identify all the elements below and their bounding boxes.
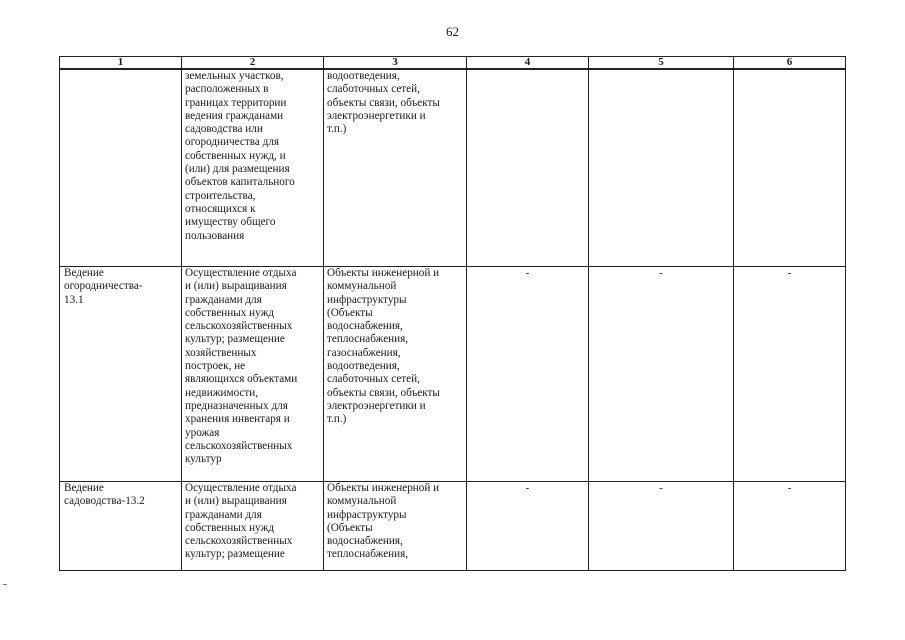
- column-6-cell: -: [734, 267, 846, 482]
- permitted-objects-cell: Объекты инженерной и коммунальной инфраструктуры (Объекты водоснабжения, теплоснабжения,: [324, 482, 467, 571]
- column-header-4: 4: [467, 57, 589, 70]
- page-number: 62: [446, 24, 459, 39]
- permitted-objects-cell: водоотведения, слаботочных сетей, объекты связи, объекты электроэнергетики и т.п.): [324, 69, 467, 267]
- column-4-cell: [467, 69, 589, 267]
- use-type-cell: Ведение огородничества- 13.1: [60, 267, 182, 482]
- column-5-cell: -: [589, 482, 734, 571]
- use-description-cell: Осуществление отдыха и (или) выращивания гражданами для собственных нужд сельскохозяйственных культур; размещение хозяйственных построек, не являющихся объектами недвижимости, предназначенных для хранения инвентаря и урожая сельскохозяйственных культур: [182, 267, 324, 482]
- table-header-row: [60, 57, 846, 70]
- column-header-3: 3: [324, 57, 467, 70]
- table-row: [60, 267, 846, 482]
- use-description-cell: Осуществление отдыха и (или) выращивания гражданами для собственных нужд сельскохозяйственных культур; размещение: [182, 482, 324, 571]
- use-type-cell: Ведение садоводства-13.2: [60, 482, 182, 571]
- use-description-cell: земельных участков, расположенных в границах территории ведения гражданами садоводства или огородничества для собственных нужд, и (или) для размещения объектов капитального строительства, относящихся к имуществу общего пользования: [182, 69, 324, 267]
- column-4-cell: -: [467, 267, 589, 482]
- column-4-cell: -: [467, 482, 589, 571]
- column-header-6: 6: [734, 57, 846, 70]
- table-row: [60, 482, 846, 571]
- scan-margin-mark: [3, 584, 7, 585]
- column-5-cell: -: [589, 267, 734, 482]
- column-header-1: 1: [60, 57, 182, 70]
- permitted-objects-cell: Объекты инженерной и коммунальной инфраструктуры (Объекты водоснабжения, теплоснабжения, газоснабжения, водоотведения, слаботочных сетей, объекты связи, объекты электроэнергетики и т.п.): [324, 267, 467, 482]
- column-6-cell: [734, 69, 846, 267]
- column-header-2: 2: [182, 57, 324, 70]
- table-row: [60, 69, 846, 267]
- regulation-table: [59, 56, 846, 571]
- column-6-cell: -: [734, 482, 846, 571]
- column-header-5: 5: [589, 57, 734, 70]
- use-type-cell: [60, 69, 182, 267]
- column-5-cell: [589, 69, 734, 267]
